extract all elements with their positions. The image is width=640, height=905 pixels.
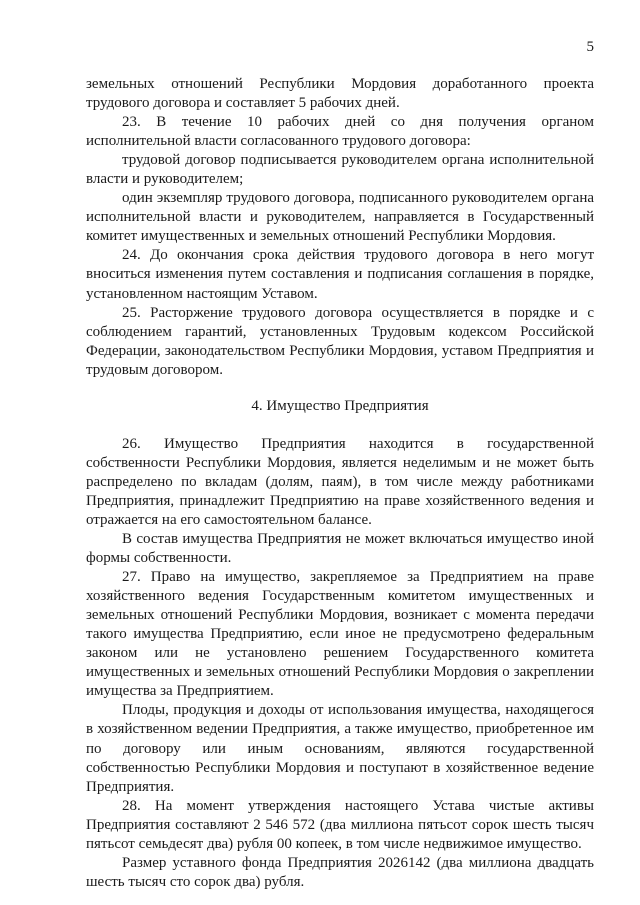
paragraph-24: 24. До окончания срока действия трудового договора в него могут вноситься изменения путем составления и подписания соглашения в порядке, установленном настоящим Уставом.: [86, 247, 594, 302]
paragraph-23-copy: один экземпляр трудового договора, подписанного руководителем органа исполнительной власти и руководителем, направляется в Государственный комитет имущественных и земельных отношений Республики Мордовия.: [86, 190, 594, 245]
paragraph-28: 28. На момент утверждения настоящего Устава чистые активы Предприятия составляют 2 546 572 (два миллиона пятьсот сорок шесть тысяч пятьсот семьдесят два) рубля 00 копеек, в том числе недвижимое имущество.: [86, 797, 594, 852]
paragraph-27: 27. Право на имущество, закрепляемое за Предприятием на праве хозяйственного ведения Государственным комитетом имущественных и земельных отношений Республики Мордовия, возникает с момента передачи такого имущества Предприятию, если иное не предусмотрено федеральным законом или не установлено решением Государственного комитета имущественных и земельных отношений Республики Мордовия о закреплении имущества за Предприятием.: [86, 569, 594, 700]
paragraph-26: 26. Имущество Предприятия находится в государственной собственности Республики Мордовия, является неделимым и не может быть распределено по вкладам (долям, паям), в том числе между работниками Предприятия, принадлежит Предприятию на праве хозяйственного ведения и отражается на его самостоятельном балансе.: [86, 435, 594, 528]
paragraph-27-income: Плоды, продукция и доходы от использования имущества, находящегося в хозяйственном ведении Предприятия, а также имущество, приобретенное им по договору или иным основаниям, являются государственной собственностью Республики Мордовия и поступают в хозяйственное ведение Предприятия.: [86, 702, 594, 795]
paragraph-26-composition: В состав имущества Предприятия не может включаться имущество иной формы собственности.: [86, 530, 594, 567]
page-number: 5: [586, 39, 594, 55]
paragraph-23-signing: трудовой договор подписывается руководителем органа исполнительной власти и руководителем;: [86, 152, 594, 188]
paragraph-28-fund: Размер уставного фонда Предприятия 2026142 (два миллиона двадцать шесть тысяч сто сорок два) рубля.: [86, 854, 594, 890]
paragraph-25: 25. Расторжение трудового договора осуществляется в порядке и с соблюдением гарантий, установленных Трудовым кодексом Российской Федерации, законодательством Республики Мордовия, уставом Предприятия и трудовым договором.: [86, 304, 594, 378]
paragraph-23: 23. В течение 10 рабочих дней со дня получения органом исполнительной власти согласованного трудового договора:: [86, 114, 594, 150]
document-body: [86, 75, 594, 892]
paragraph-continuation: земельных отношений Республики Мордовия доработанного проекта трудового договора и составляет 5 рабочих дней.: [86, 76, 594, 112]
section-heading: 4. Имущество Предприятия: [251, 397, 429, 414]
